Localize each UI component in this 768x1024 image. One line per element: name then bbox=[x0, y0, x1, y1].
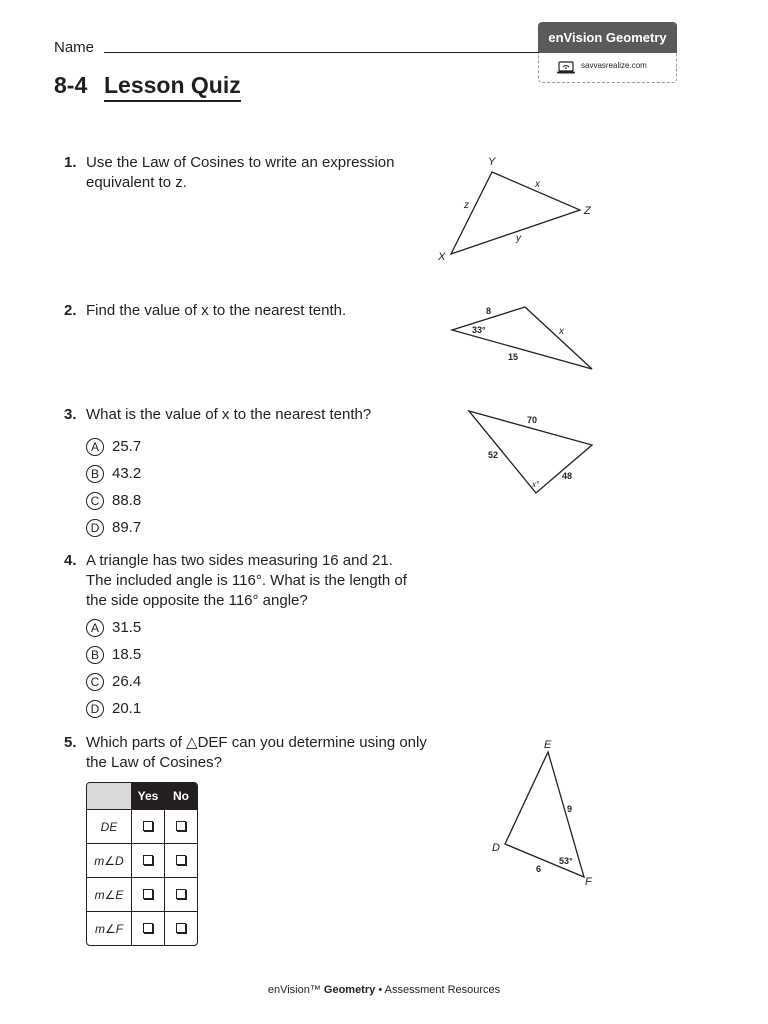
question-3-choices bbox=[86, 433, 141, 541]
checkbox-angle-d-yes[interactable] bbox=[143, 855, 153, 865]
vertex-f-label: F bbox=[585, 876, 592, 888]
name-label: Name bbox=[54, 39, 95, 56]
side-x-label: x bbox=[535, 179, 540, 190]
question-5-number: 5. bbox=[64, 734, 77, 751]
question-3-text bbox=[86, 405, 371, 425]
vertex-d-label: D bbox=[492, 842, 500, 854]
yes-header: Yes bbox=[132, 783, 165, 810]
choice-letter-c: C bbox=[86, 492, 104, 510]
triangle-xyz-figure bbox=[430, 150, 600, 270]
footer-brand: enVision™ bbox=[267, 984, 321, 996]
checkbox-angle-e-yes[interactable] bbox=[143, 889, 153, 899]
row-label-de: DE bbox=[87, 810, 132, 844]
choice-letter-b: B bbox=[86, 465, 104, 483]
row-label-angle-d: m∠D bbox=[87, 844, 132, 878]
table-row bbox=[87, 878, 197, 912]
question-2-number: 2. bbox=[64, 302, 77, 319]
table-row bbox=[87, 844, 197, 878]
choice-a[interactable] bbox=[86, 614, 141, 641]
side-x-label-q2: x bbox=[559, 326, 564, 337]
question-1-line-2: equivalent to z. bbox=[86, 174, 187, 191]
lesson-number: 8-4 bbox=[54, 72, 88, 98]
table-row bbox=[87, 810, 197, 844]
triangle-q2 bbox=[452, 307, 592, 369]
question-4-line-3: the side opposite the 116° angle? bbox=[86, 592, 308, 609]
triangle-q3-figure bbox=[460, 400, 600, 500]
table-header-row bbox=[87, 783, 197, 810]
footer-suffix: Assessment Resources bbox=[384, 984, 501, 996]
choice-value: 88.8 bbox=[112, 492, 142, 509]
name-line bbox=[104, 52, 540, 53]
choice-b[interactable] bbox=[86, 641, 141, 668]
choice-value: 89.7 bbox=[112, 519, 142, 536]
no-header: No bbox=[165, 783, 197, 810]
brand-title: enVision Geometry bbox=[538, 22, 677, 53]
brand-url: savvasrealize.com bbox=[581, 61, 647, 70]
checkbox-de-yes[interactable] bbox=[143, 821, 153, 831]
row-label-angle-e: m∠E bbox=[87, 878, 132, 912]
choice-value: 25.7 bbox=[112, 438, 142, 455]
question-1-number: 1. bbox=[64, 154, 77, 171]
question-3-line-1: What is the value of x to the nearest tenth? bbox=[86, 406, 372, 423]
question-2-text bbox=[86, 301, 346, 321]
side-48-label: 48 bbox=[562, 471, 573, 481]
side-y-label: y bbox=[516, 233, 521, 244]
footer-brand-bold: Geometry bbox=[323, 984, 376, 996]
question-5-line-2: the Law of Cosines? bbox=[86, 754, 222, 771]
choice-letter-d: D bbox=[86, 700, 104, 718]
vertex-y-label: Y bbox=[488, 156, 496, 168]
choice-letter-d: D bbox=[86, 519, 104, 537]
choice-value: 26.4 bbox=[112, 673, 142, 690]
choice-letter-a: A bbox=[86, 438, 104, 456]
side-z-label: z bbox=[464, 200, 469, 211]
choice-a[interactable] bbox=[86, 433, 141, 460]
choice-d[interactable] bbox=[86, 514, 141, 541]
choice-d[interactable] bbox=[86, 695, 141, 722]
question-2-line-1: Find the value of x to the nearest tenth. bbox=[86, 302, 347, 319]
question-4-choices bbox=[86, 614, 141, 722]
brand-link-area bbox=[538, 53, 677, 83]
yes-no-table bbox=[86, 782, 198, 946]
side-15-label: 15 bbox=[508, 352, 519, 362]
question-3-number: 3. bbox=[64, 406, 77, 423]
page-title: Lesson Quiz bbox=[104, 72, 241, 102]
choice-c[interactable] bbox=[86, 668, 141, 695]
table-corner bbox=[87, 783, 132, 810]
side-70-label: 70 bbox=[527, 415, 538, 425]
question-5-line-1: Which parts of △DEF can you determine using only bbox=[86, 734, 427, 751]
choice-letter-a: A bbox=[86, 619, 104, 637]
checkbox-angle-f-no[interactable] bbox=[176, 923, 186, 933]
angle-53-label: 53° bbox=[559, 856, 573, 866]
choice-value: 18.5 bbox=[112, 646, 142, 663]
page-footer bbox=[0, 984, 768, 996]
laptop-icon bbox=[557, 61, 575, 74]
side-52-label: 52 bbox=[488, 450, 499, 460]
choice-c[interactable] bbox=[86, 487, 141, 514]
angle-33-label: 33° bbox=[472, 325, 486, 335]
table-row bbox=[87, 912, 197, 945]
checkbox-de-no[interactable] bbox=[176, 821, 186, 831]
question-1-line-1: Use the Law of Cosines to write an expression bbox=[86, 154, 395, 171]
side-9-label: 9 bbox=[567, 804, 573, 814]
vertex-z-label: Z bbox=[584, 205, 591, 217]
footer-separator: • bbox=[378, 984, 383, 996]
side-8-label: 8 bbox=[486, 306, 492, 316]
question-4-line-1: A triangle has two sides measuring 16 and 21. bbox=[86, 552, 393, 569]
choice-letter-c: C bbox=[86, 673, 104, 691]
choice-letter-b: B bbox=[86, 646, 104, 664]
vertex-e-label: E bbox=[544, 739, 552, 751]
checkbox-angle-d-no[interactable] bbox=[176, 855, 186, 865]
question-4-number: 4. bbox=[64, 552, 77, 569]
choice-b[interactable] bbox=[86, 460, 141, 487]
choice-value: 20.1 bbox=[112, 700, 142, 717]
question-1-text bbox=[86, 153, 395, 193]
row-label-angle-f: m∠F bbox=[87, 912, 132, 945]
vertex-x-label: X bbox=[438, 251, 446, 263]
question-4-line-2: The included angle is 116°. What is the length of bbox=[86, 572, 407, 589]
choice-value: 43.2 bbox=[112, 465, 142, 482]
angle-x-label: x° bbox=[532, 480, 540, 489]
triangle-def-figure bbox=[485, 735, 595, 895]
choice-value: 31.5 bbox=[112, 619, 142, 636]
checkbox-angle-e-no[interactable] bbox=[176, 889, 186, 899]
question-5-text bbox=[86, 733, 427, 773]
side-6-label: 6 bbox=[536, 864, 542, 874]
triangle-q2-figure bbox=[440, 300, 600, 375]
checkbox-angle-f-yes[interactable] bbox=[143, 923, 153, 933]
brand-badge bbox=[538, 22, 677, 84]
question-4-text bbox=[86, 551, 407, 611]
